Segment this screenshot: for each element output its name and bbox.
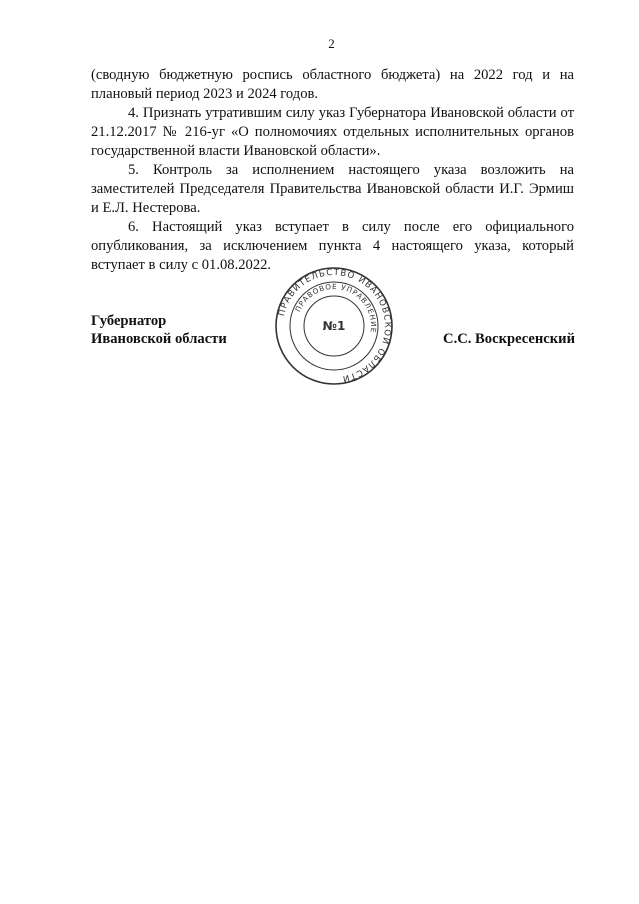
- document-body: [91, 66, 574, 275]
- signatory-position-line1: Губернатор: [91, 313, 167, 329]
- seal-outer-text: ПРАВИТЕЛЬСТВО ИВАНОВСКОЙ ОБЛАСТИ: [276, 267, 393, 384]
- official-seal-stamp: [274, 266, 394, 386]
- page-number: 2: [328, 36, 335, 51]
- seal-number: №1: [322, 319, 346, 333]
- seal-inner-text: ПРАВОВОЕ УПРАВЛЕНИЕ: [293, 281, 379, 334]
- signatory-name: С.С. Воскресенский: [443, 331, 575, 347]
- paragraph-item-5: 5. Контроль за исполнением настоящего указа возложить на заместителей Председателя Правительства Ивановской области И.Г. Эрмиш и Е.Л. Нестерова.: [91, 162, 574, 216]
- paragraph-item-6: 6. Настоящий указ вступает в силу после его официального опубликования, за исключением пункта 4 настоящего указа, который вступает в силу с 01.08.2022.: [91, 219, 574, 273]
- signatory-position-line2: Ивановской области: [91, 331, 227, 347]
- paragraph-continuation: (сводную бюджетную роспись областного бюджета) на 2022 год и на плановый период 2023 и 2024 годов.: [91, 67, 574, 102]
- signatory-position: [91, 312, 227, 348]
- paragraph-item-4: 4. Признать утратившим силу указ Губернатора Ивановской области от 21.12.2017 № 216-уг «О полномочиях отдельных исполнительных органов государственной власти Ивановской области».: [91, 105, 574, 159]
